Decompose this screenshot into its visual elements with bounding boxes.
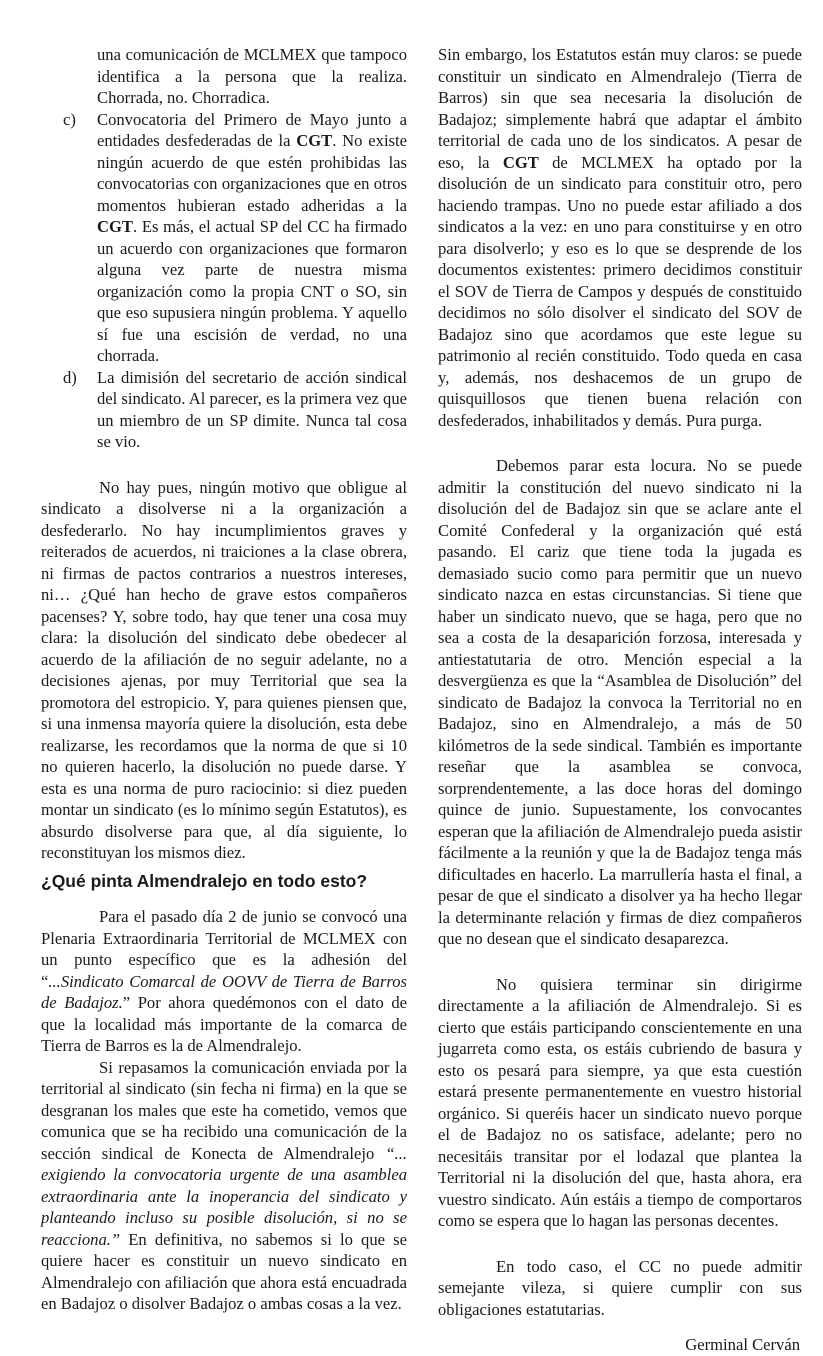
italic-quote: “... exigiendo la convocatoria urgente de una asamblea extraordinaria ante la inoperancia del sindicato y planteando incluso su posible disolución, si no se reacciona.”: [41, 1143, 407, 1249]
paragraph: Debemos parar esta locura. No se puede admitir la constitución del nuevo sindicato ni la disolución del de Badajoz sin que se aclare ante el Comité Confederal y la organización qué está pasando. El cariz que tiene toda la jugada es demasiado sucio como para permitir que un nuevo sindicato nazca en estas circunstancias. Si tiene que haber un sindicato nuevo, que se haga, pero que no sea a costa de la desaparición forzosa, interesada y antiestatutaria de otro. Mención especial a la desvergüenza es que la “Asamblea de Disolución” del sindicato de Badajoz la convoca la Territorial no en Badajoz, sino en Almendralejo, a más de 50 kilómetros de la sede sindical. También es importante reseñar que la asamblea se convoca, sorprendentemente, a las doce horas del domingo quince de junio. Supuestamente, los convocantes esperan que la afiliación de Almendralejo pueda asistir fácilmente a la reunión y que la de Badajoz tenga más dificultades en hacerlo. La marrullería hasta el final, a pesar de que el sindicato a disolver ya ha hecho llegar la determinante relación y firmas de diez compañeros que no desean que el sindicato desaparezca.: [438, 456, 802, 948]
paragraph-gap: [438, 1232, 802, 1256]
left-column: [41, 44, 407, 1315]
paragraph: En todo caso, el CC no puede admitir semejante vileza, si quiere cumplir con sus obligaciones estatutarias.: [438, 1256, 802, 1319]
list-item-d: [41, 367, 407, 453]
text-run: En definitiva, no sabemos si lo que se quiere hacer es constituir un nuevo sindicato en Almendralejo con afiliación que ahora está encuadrada en Badajoz o disolver Badajoz o ambas cosas a la vez.: [41, 1229, 407, 1314]
text-run: Para el pasado día 2 de junio se convocó una Plenaria Extraordinaria Territorial de MCLMEX con un punto específico que es la adhesión del “: [41, 907, 407, 991]
paragraph: [41, 1057, 407, 1315]
author-signature: Germinal Cerván: [685, 1335, 800, 1354]
text-run: . No existe ningún acuerdo de que estén prohibidas las convocatorias con organizaciones que en otros momentos hubieran estado adheridas a la: [97, 131, 407, 215]
text-run: La dimisión del secretario de acción sindical del sindicato. Al parecer, es la primera vez que un miembro de un SP dimite. Nunca tal cosa se vio.: [97, 367, 407, 451]
text-run: . Es más, el actual SP del CC ha firmado un acuerdo con organizaciones que formaron alguna vez parte de nuestra misma organización como la propia CNT o SO, sin que eso supusiera ningún problema. Y aquello sí fue una escisión de verdad, no una chorrada.: [97, 217, 407, 365]
list-marker: c): [63, 109, 76, 129]
paragraph: No quisiera terminar sin dirigirme directamente a la afiliación de Almendralejo. Si es cierto que estáis participando conscientemente en una jugarreta como esta, os estáis cubriendo de basura y esto os pesará para siempre, ya que esta cuestión estará presente permanentemente en vuestro historial orgánico. Si queréis hacer un sindicato nuevo porque el de Badajoz no os satisface, adelante; pero no necesitáis transitar por el lodazal que plantea la Territorial ni la disolución del que, hasta ahora, era vuestro sindicato. Aún estáis a tiempo de comportaros como se espera que lo hagan las personas decentes.: [438, 974, 802, 1230]
italic-quote: ...Sindicato Comarcal de OOVV de Tierra de Barros de Badajoz.: [41, 971, 407, 1013]
list-marker: d): [63, 367, 77, 387]
right-column: [438, 44, 802, 1356]
paragraph-gap: [438, 431, 802, 455]
text-run: ” Por ahora quedémonos con el dato de que la localidad más importante de la comarca de Tierra de Barros es la de Almendralejo.: [41, 993, 407, 1056]
list-item-c: [41, 109, 407, 367]
bold-acronym: CGT: [502, 152, 539, 172]
paragraph-gap: [438, 950, 802, 974]
bold-acronym: CGT: [296, 131, 333, 150]
text-run: Convocatoria del Primero de Mayo junto a entidades desfederadas de la: [97, 109, 407, 150]
text-run: Sin embargo, los Estatutos están muy claros: se puede constituir un sindicato en Almendralejo (Tierra de Barros) sin que sea necesaria la disolución de Badajoz; simplemente habrá que adaptar el ámbito territorial de cada uno de los sindicatos. A pesar de eso, la: [438, 45, 802, 172]
paragraph: [41, 906, 407, 1057]
paragraph: No hay pues, ningún motivo que obligue al sindicato a disolverse ni a la organización a desfederarlo. No hay incumplimientos graves y reiterados de acuerdos, ni traiciones a la clase obrera, ni firmas de pactos contrarios a nuestros intereses, ni… ¿Qué han hecho de grave estos compañeros pacenses? Y, sobre todo, hay que tener una cosa muy clara: la disolución del sindicato debe obedecer al acuerdo de la afiliación de no seguir adelante, no a decisiones ajenas, por muy Territorial que sea la promotora del estropicio. Y, para quienes piensen que, si una inmensa mayoría quiere la disolución, esta debe realizarse, les recordamos que la norma de que si 10 no quieren hacerlo, la disolución no puede darse. Y esta es una norma de puro raciocinio: si diez pueden montar un sindicato (es lo mínimo según Estatutos), es absurdo disolverse para que, al día siguiente, lo reconstituyan los mismos diez.: [41, 477, 407, 862]
text-run: de MCLMEX ha optado por la disolución de un sindicato para constituir otro, pero haciendo trampas. Uno no puede estar afiliado a dos sindicatos a la vez: en uno para constituirse y en otro para disolverlo; y eso es lo que se desprende de los documentos existentes: primero decidimos constituir el SOV de Tierra de Campos y después de constituido decidimos no sólo disolver el sindicato del SOV de Badajoz sino que acordamos que este legue su patrimonio al recién constituido. Todo queda en casa y, además, nos deshacemos de un grupo de quisquillosos que tienen buena relación con desfederados, inhabilitados y demás. Pura purga.: [438, 152, 802, 430]
paragraph: [438, 44, 802, 431]
paragraph-gap: [41, 453, 407, 477]
section-heading: ¿Qué pinta Almendralejo en todo esto?: [41, 870, 368, 891]
bold-acronym: CGT: [97, 217, 133, 236]
text-run: Si repasamos la comunicación enviada por la territorial al sindicato (sin fecha ni firma) en la que se desgranan los males que este ha cometido, vemos que comunica que se ha recibido una comunicación de la sección sindical de Konecta de Almendralejo: [41, 1057, 407, 1163]
list-item-continuation: una comunicación de MCLMEX que tampoco identifica a la persona que la realiza. Chorrada, no. Chorradica.: [97, 45, 407, 107]
